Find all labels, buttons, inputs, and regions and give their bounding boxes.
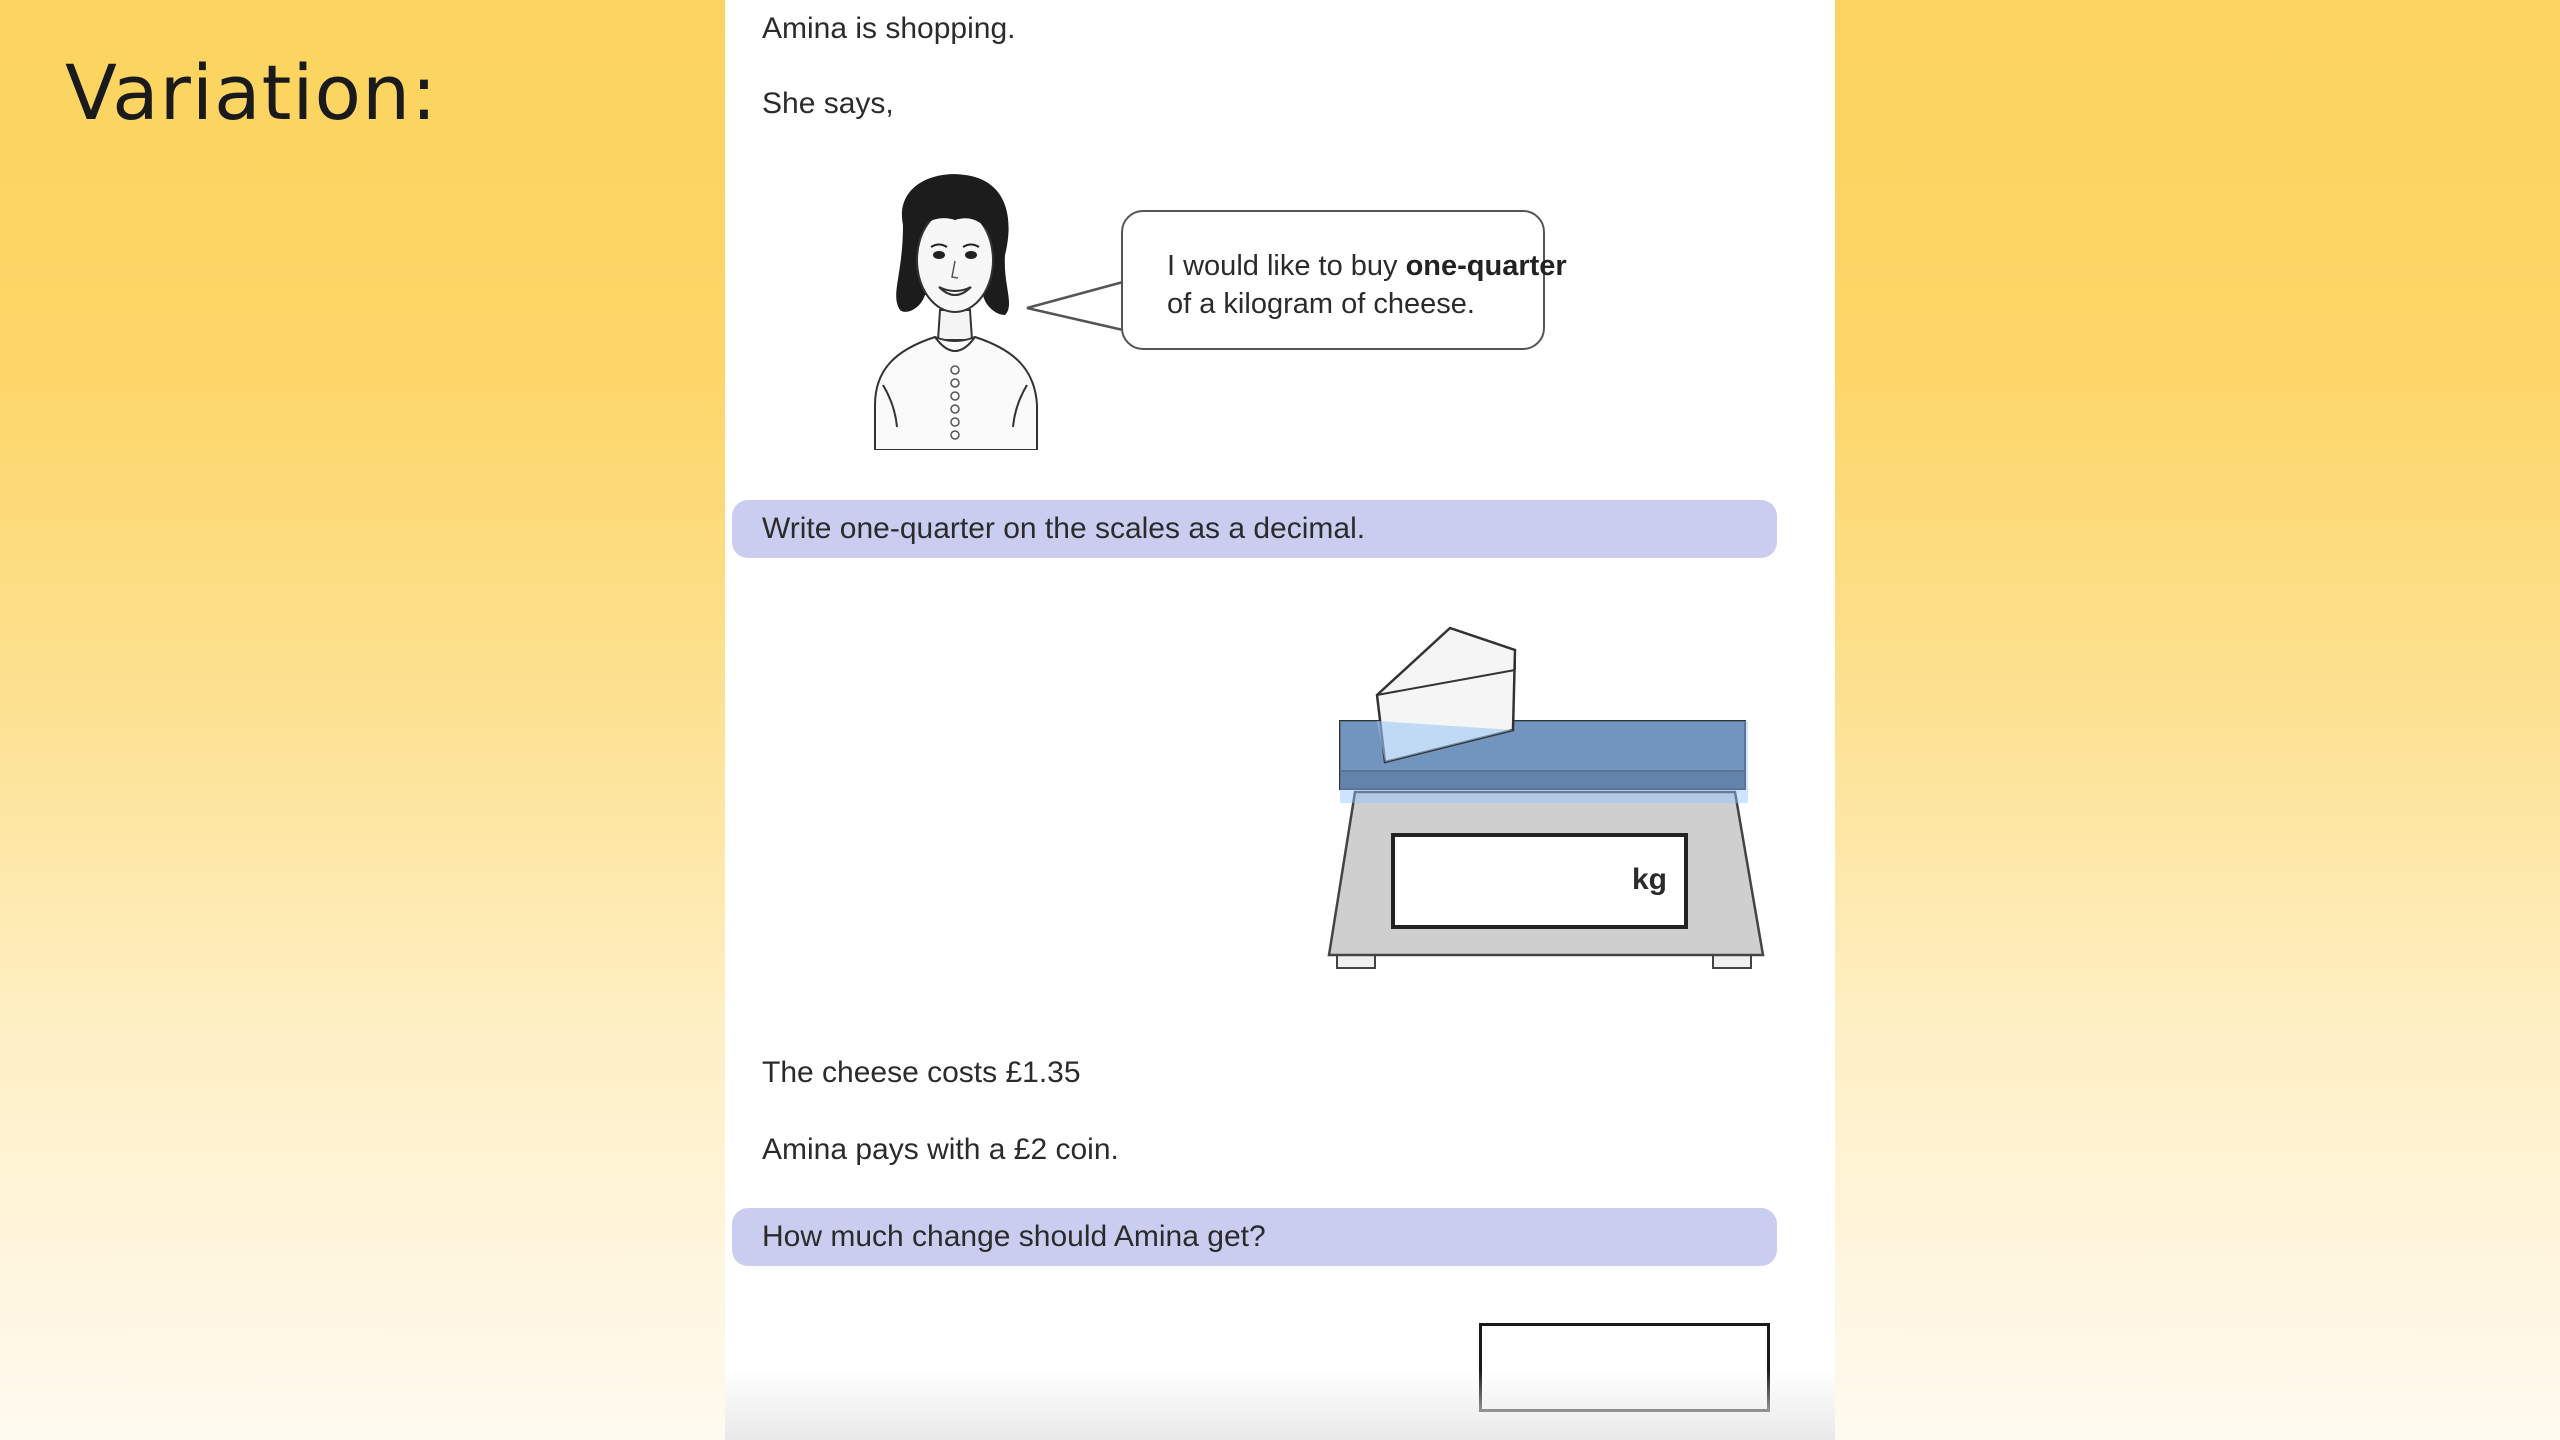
- slide-title: Variation:: [65, 48, 438, 137]
- speech-text: [1167, 247, 1567, 323]
- says-text: She says,: [762, 87, 894, 120]
- speech-bold: one-quarter: [1405, 250, 1567, 282]
- question-1-text: Write one-quarter on the scales as a decimal.: [762, 512, 1366, 545]
- worksheet-page: [725, 0, 1835, 1440]
- scale-display-answer[interactable]: [1397, 838, 1677, 916]
- question-2-text: How much change should Amina get?: [762, 1220, 1266, 1253]
- page-bottom-fade: [725, 1370, 1835, 1440]
- speech-line2: of a kilogram of cheese.: [1167, 288, 1475, 320]
- cost-text: The cheese costs £1.35: [762, 1056, 1081, 1089]
- question-bar-2: [732, 1208, 1777, 1266]
- question-bar-1: [732, 500, 1777, 558]
- speech-line1: I would like to buy: [1167, 250, 1406, 282]
- speech-bubble: [1121, 210, 1567, 350]
- kitchen-scale-illustration: [1325, 615, 1775, 985]
- speech-bubble-tail: [1025, 270, 1125, 350]
- intro-text: Amina is shopping.: [762, 12, 1016, 45]
- scale-unit-label: kg: [1632, 863, 1668, 896]
- payment-text: Amina pays with a £2 coin.: [762, 1133, 1119, 1166]
